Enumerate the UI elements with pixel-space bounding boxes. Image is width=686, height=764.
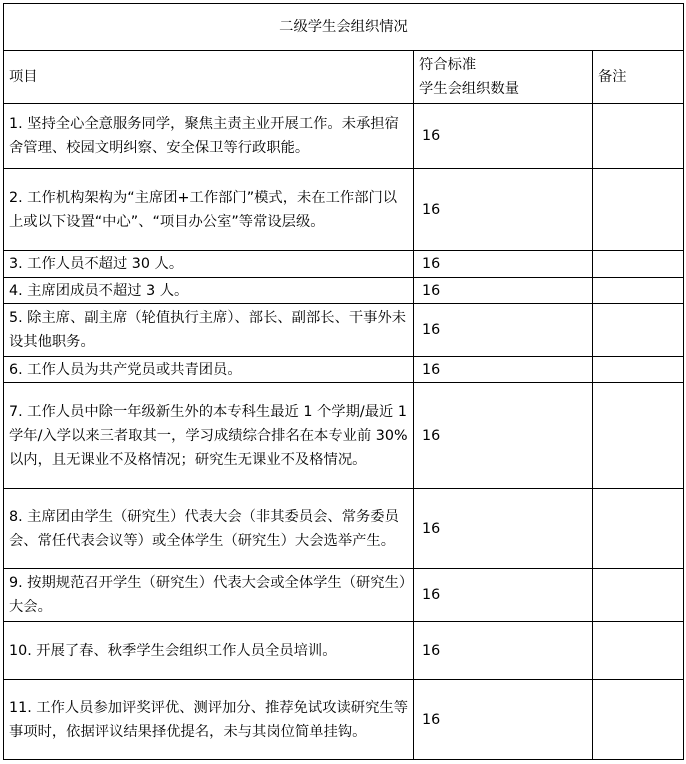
row-note [593, 569, 684, 622]
row-note [593, 304, 684, 357]
header-count-line2: 学生会组织数量 [419, 81, 520, 97]
header-note: 备注 [593, 51, 684, 104]
table-row [4, 489, 684, 569]
row-note [593, 489, 684, 569]
row-count: 16 [414, 104, 593, 169]
table-title: 二级学生会组织情况 [4, 4, 684, 51]
table-row [4, 251, 684, 278]
row-item: 6. 工作人员为共产党员或共青团员。 [4, 357, 414, 383]
table-row [4, 278, 684, 304]
table-row [4, 383, 684, 489]
row-note [593, 383, 684, 489]
header-count [414, 51, 593, 104]
row-item: 3. 工作人员不超过 30 人。 [4, 251, 414, 278]
row-item: 11. 工作人员参加评奖评优、测评加分、推荐免试攻读研究生等事项时，依据评议结果择优提名，未与其岗位简单挂钩。 [4, 680, 414, 760]
table-row [4, 169, 684, 251]
row-note [593, 251, 684, 278]
header-item: 项目 [4, 51, 414, 104]
row-note [593, 357, 684, 383]
row-item: 8. 主席团由学生（研究生）代表大会（非其委员会、常务委员会、常任代表会议等）或全体学生（研究生）大会选举产生。 [4, 489, 414, 569]
table-row [4, 357, 684, 383]
row-count: 16 [414, 304, 593, 357]
header-row [4, 51, 684, 104]
row-count: 16 [414, 622, 593, 680]
row-item: 10. 开展了春、秋季学生会组织工作人员全员培训。 [4, 622, 414, 680]
row-note [593, 104, 684, 169]
row-count: 16 [414, 383, 593, 489]
row-item: 5. 除主席、副主席（轮值执行主席）、部长、副部长、干事外未设其他职务。 [4, 304, 414, 357]
row-item: 2. 工作机构架构为“主席团+工作部门”模式，未在工作部门以上或以下设置“中心”、“项目办公室”等常设层级。 [4, 169, 414, 251]
row-count: 16 [414, 357, 593, 383]
row-count: 16 [414, 169, 593, 251]
table-row [4, 680, 684, 760]
row-note [593, 278, 684, 304]
table-row [4, 622, 684, 680]
header-count-line1: 符合标准 [419, 57, 477, 73]
row-item: 9. 按期规范召开学生（研究生）代表大会或全体学生（研究生）大会。 [4, 569, 414, 622]
row-count: 16 [414, 680, 593, 760]
table-row [4, 304, 684, 357]
row-item: 1. 坚持全心全意服务同学，聚焦主责主业开展工作。未承担宿舍管理、校园文明纠察、安全保卫等行政职能。 [4, 104, 414, 169]
row-count: 16 [414, 251, 593, 278]
row-item: 4. 主席团成员不超过 3 人。 [4, 278, 414, 304]
title-row [4, 4, 684, 51]
table-row [4, 104, 684, 169]
student-union-table [3, 3, 684, 760]
row-note [593, 622, 684, 680]
row-count: 16 [414, 278, 593, 304]
table-row [4, 569, 684, 622]
row-note [593, 680, 684, 760]
row-count: 16 [414, 569, 593, 622]
row-note [593, 169, 684, 251]
row-count: 16 [414, 489, 593, 569]
row-item: 7. 工作人员中除一年级新生外的本专科生最近 1 个学期/最近 1 学年/入学以来三者取其一，学习成绩综合排名在本专业前 30%以内，且无课业不及格情况；研究生无课业不及格情况。 [4, 383, 414, 489]
